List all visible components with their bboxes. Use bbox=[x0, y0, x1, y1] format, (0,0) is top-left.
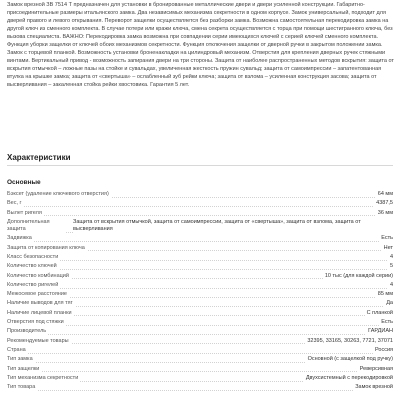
spec-label: Бэксет (удаление ключевого отверстия) bbox=[7, 190, 111, 199]
spec-value: Нет bbox=[382, 244, 393, 253]
spec-label: Тип механизма секретности bbox=[7, 374, 80, 383]
heading-divider bbox=[7, 165, 393, 166]
spec-row bbox=[7, 244, 393, 253]
main-group-heading: Основные bbox=[7, 179, 41, 186]
spec-value: 85 мм bbox=[376, 290, 393, 299]
spec-row bbox=[7, 383, 393, 392]
spec-value: Реверсивная bbox=[358, 365, 393, 374]
spec-label: Задвижка bbox=[7, 234, 34, 243]
spec-value: 4 bbox=[388, 253, 393, 262]
spec-label: Защита от копирования ключа bbox=[7, 244, 87, 253]
spec-value: 4387,5 bbox=[374, 199, 393, 208]
spec-row bbox=[7, 374, 393, 383]
spec-value: Да bbox=[384, 299, 393, 308]
spec-value: Основной (с защелкой под ручку) bbox=[306, 355, 393, 364]
spec-value: ГАРДИАН bbox=[366, 327, 393, 336]
spec-label: Рекомендуемые товары bbox=[7, 337, 71, 346]
spec-label: Отверстия под стяжки bbox=[7, 318, 66, 327]
specs-list bbox=[7, 190, 393, 392]
product-description: Замок врезной ЗВ 7514 Т предназначен для установки в бронированные металлические двери и двери усиленной конструкции. Габаритно-присоединительные размеры итальянского замка. Два независимых механизма секретности в одном корпусе. Замок универсальный, подходит для дверей правого и левого открывания. Переворот защелки осуществляется без разборки замка. Возможна самостоятельная перекодировка замка на другой ключ из сменного комплекта. В случае потери или кражи ключа, смена секрета осуществляется с торца при помощи шестигранного ключа, без вызова специалиста. ВАЖНО: Перекодировка замка возможна при совпадении серии имеющихся ключей с серией ключей сменного комплекта. Функция уборки защелки от ключей обоих механизмов секретности. Функция отключения защелки от дверной ручки в закрытом положении замка. Замок с торцевой планкой. Возможность установки броненакладки на цилиндровый механизм. Отверстия для крепления дверных ручек стяжными винтами. Вертикальный привод - возможность запирания двери на три стороны. Защита от наиболее распространенных методов вскрытия: защита от вскрытия отмычкой – ложные пазы на стойке и сувальдах, увеличенная жесткость пружин сувальд; защита от самоимпрессии – запатентованная втулка на крышке замка; защита от «свертыша» – ослабленный зуб рейки ключа; защита от взлома – усиленная конструкция засова; защита от высверливания – закаленная стойка рейки хвостовика. Гарантия 5 лет. bbox=[7, 2, 394, 89]
spec-value: 4 bbox=[388, 281, 393, 290]
spec-row bbox=[7, 346, 393, 355]
spec-label: Количество ригелей bbox=[7, 281, 60, 290]
spec-row bbox=[7, 253, 393, 262]
spec-value: Есть bbox=[379, 234, 393, 243]
spec-row bbox=[7, 272, 393, 281]
spec-row bbox=[7, 234, 393, 243]
spec-row bbox=[7, 290, 393, 299]
spec-value: 10 тыс (для каждой серии) bbox=[323, 272, 393, 281]
spec-label: Вылет ригеля bbox=[7, 209, 44, 218]
spec-label: Тип защелки bbox=[7, 365, 41, 374]
spec-label: Наличие лицевой планки bbox=[7, 309, 74, 318]
spec-row bbox=[7, 355, 393, 364]
spec-row bbox=[7, 209, 393, 218]
spec-label: Вес, г bbox=[7, 199, 24, 208]
spec-value: Есть bbox=[379, 318, 393, 327]
spec-row bbox=[7, 190, 393, 199]
spec-label: Страна bbox=[7, 346, 28, 355]
spec-label: Количество комбинаций bbox=[7, 272, 71, 281]
spec-row bbox=[7, 309, 393, 318]
spec-row bbox=[7, 218, 393, 235]
spec-value: Двухсистемный с перекодировкой bbox=[304, 374, 393, 383]
spec-row bbox=[7, 262, 393, 271]
spec-value: Россия bbox=[373, 346, 393, 355]
spec-row bbox=[7, 281, 393, 290]
spec-row bbox=[7, 318, 393, 327]
spec-label: Межосевое расстояние bbox=[7, 290, 69, 299]
characteristics-heading: Характеристики bbox=[7, 153, 71, 162]
spec-value: 36 мм bbox=[376, 209, 393, 218]
spec-value: 64 мм bbox=[376, 190, 393, 199]
spec-row bbox=[7, 199, 393, 208]
spec-label: Производитель bbox=[7, 327, 48, 336]
spec-label: Тип замка bbox=[7, 355, 35, 364]
spec-row bbox=[7, 327, 393, 336]
spec-label: Наличие выводов для тяг bbox=[7, 299, 75, 308]
spec-label: Класс безопасности bbox=[7, 253, 60, 262]
spec-row bbox=[7, 365, 393, 374]
spec-value: Защита от вскрытия отмычкой, защита от самоимпрессии, защита от «свертыша», защита от взлома, защита от высверливания bbox=[73, 219, 393, 233]
spec-value: 32395, 33165, 30263, 7721, 37071 bbox=[305, 337, 393, 346]
spec-label: Тип товара bbox=[7, 383, 37, 392]
spec-row bbox=[7, 337, 393, 346]
spec-row bbox=[7, 299, 393, 308]
spec-value: 5 bbox=[388, 262, 393, 271]
spec-label: Дополнительная защита bbox=[7, 218, 65, 233]
spec-value: С планкой bbox=[365, 309, 393, 318]
spec-label: Количество ключей bbox=[7, 262, 59, 271]
spec-value: Замок врезной bbox=[353, 383, 393, 392]
